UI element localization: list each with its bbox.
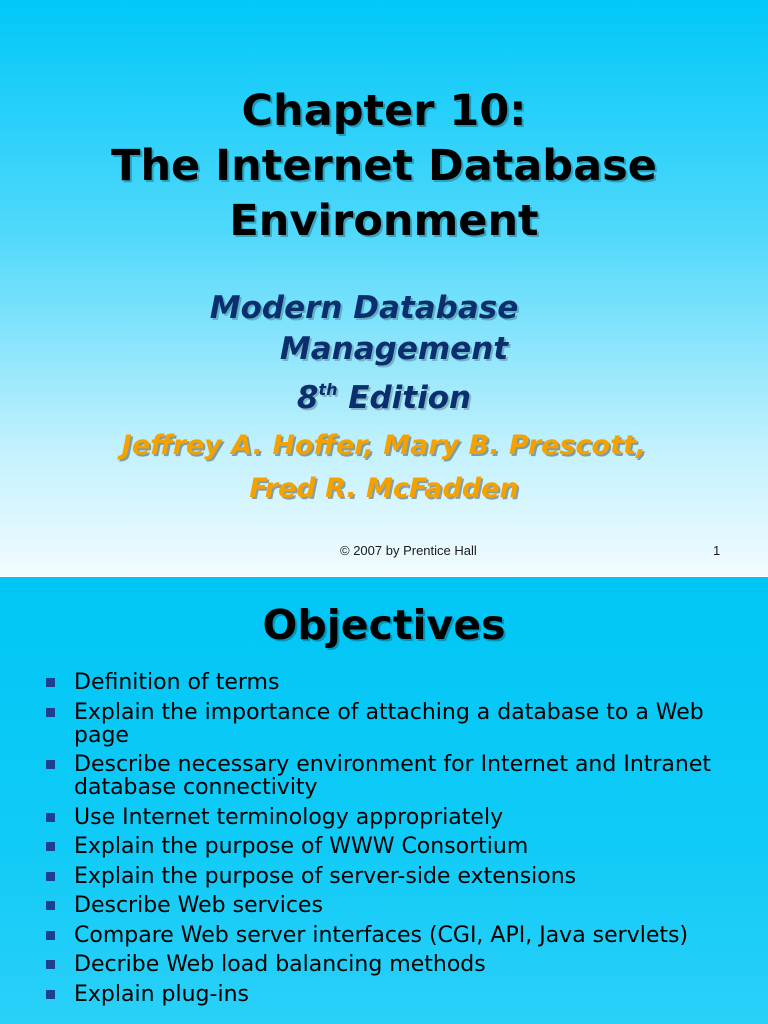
edition-suffix: th: [318, 380, 338, 399]
slide-title-line: Environment: [229, 196, 539, 246]
list-item: [0, 806, 768, 829]
square-bullet-icon: [46, 842, 55, 851]
list-item-text: Decribe Web load balancing methods: [74, 952, 486, 977]
square-bullet-icon: [46, 960, 55, 969]
edition-label: [0, 376, 768, 420]
slide-title-line: Chapter 10:: [241, 86, 527, 136]
square-bullet-icon: [46, 931, 55, 940]
slide-title-line: The Internet Database: [111, 141, 657, 191]
list-item: [0, 671, 768, 694]
book-title: [0, 288, 768, 370]
square-bullet-icon: [46, 872, 55, 881]
list-item: [0, 924, 768, 947]
square-bullet-icon: [46, 760, 55, 769]
authors-line: Jeffrey A. Hoffer, Mary B. Prescott,: [121, 430, 647, 461]
book-title-line: Management: [279, 331, 509, 367]
list-item-text: Explain the purpose of WWW Consortium: [74, 834, 529, 859]
authors-line: Fred R. McFadden: [249, 473, 519, 504]
objectives-title: Objectives: [262, 601, 506, 649]
slide-number: 1: [713, 543, 721, 558]
list-item: [0, 953, 768, 976]
edition-number: 8: [296, 380, 319, 416]
list-item-text: Use Internet terminology appropriately: [74, 804, 504, 830]
list-item: [0, 983, 768, 1006]
list-item-text: Describe necessary environment for Internet and Intranet database connectivity: [74, 752, 712, 800]
objectives-list: [0, 671, 768, 1012]
list-item-text: Definition of terms: [74, 670, 280, 695]
list-item-text: Explain plug-ins: [74, 981, 249, 1007]
edition-word: Edition: [348, 380, 472, 416]
authors: [0, 424, 768, 510]
copyright-text: © 2007 by Prentice Hall: [340, 543, 477, 558]
objectives-slide: [0, 577, 768, 1024]
square-bullet-icon: [46, 901, 55, 910]
list-item: [0, 894, 768, 917]
square-bullet-icon: [46, 678, 55, 687]
list-item-text: Explain the purpose of server-side extensions: [74, 863, 577, 889]
square-bullet-icon: [46, 813, 55, 822]
slide-title: [0, 84, 768, 249]
square-bullet-icon: [46, 708, 55, 717]
square-bullet-icon: [46, 990, 55, 999]
list-item-text: Describe Web services: [74, 893, 323, 918]
list-item: [0, 701, 768, 747]
list-item: [0, 835, 768, 858]
list-item: [0, 753, 768, 799]
list-item: [0, 865, 768, 888]
list-item-text: Compare Web server interfaces (CGI, API, Java servlets): [74, 922, 689, 948]
list-item-text: Explain the importance of attaching a database to a Web page: [74, 699, 704, 748]
book-title-line: Modern Database: [209, 290, 519, 326]
